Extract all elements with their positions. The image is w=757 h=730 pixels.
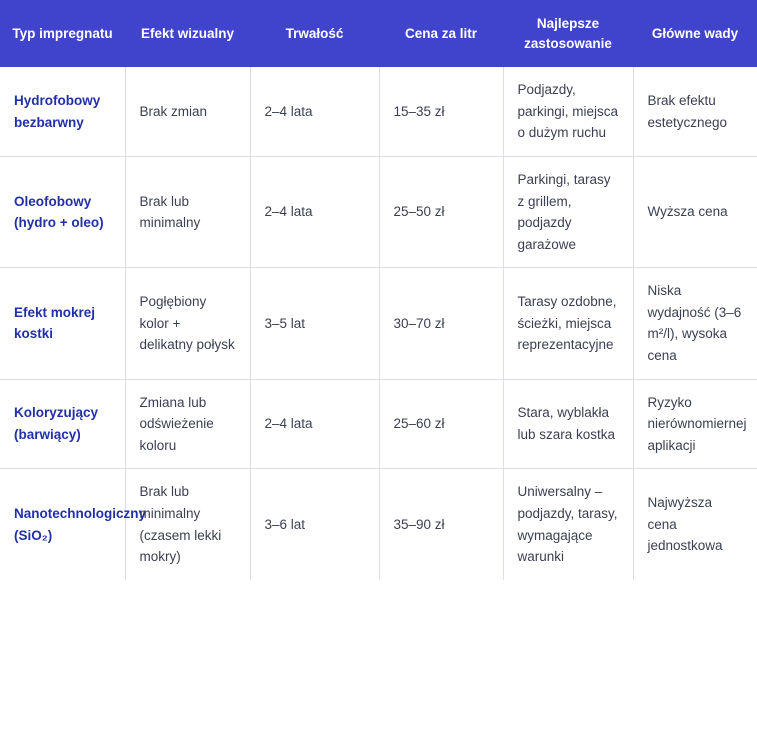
cell-trwalosc: 2–4 lata bbox=[250, 379, 379, 469]
column-header-trwalosc: Trwałość bbox=[250, 0, 379, 67]
cell-cena: 15–35 zł bbox=[379, 67, 503, 156]
table-body bbox=[0, 67, 757, 580]
cell-wady: Niska wydajność (3–6 m²/l), wysoka cena bbox=[633, 268, 757, 379]
cell-cena: 25–50 zł bbox=[379, 156, 503, 267]
cell-efekt: Brak lub minimalny bbox=[125, 156, 250, 267]
cell-trwalosc: 2–4 lata bbox=[250, 67, 379, 156]
cell-zastosowanie: Stara, wyblakła lub szara kostka bbox=[503, 379, 633, 469]
cell-typ: Hydrofobowy bezbarwny bbox=[0, 67, 125, 156]
cell-typ: Nanotechnologiczny (SiO₂) bbox=[0, 469, 125, 580]
cell-typ: Oleofobowy (hydro + oleo) bbox=[0, 156, 125, 267]
cell-efekt: Brak zmian bbox=[125, 67, 250, 156]
cell-typ: Koloryzujący (barwiący) bbox=[0, 379, 125, 469]
cell-cena: 35–90 zł bbox=[379, 469, 503, 580]
table-header-row bbox=[0, 0, 757, 67]
table-row bbox=[0, 67, 757, 156]
cell-typ: Efekt mokrej kostki bbox=[0, 268, 125, 379]
cell-zastosowanie: Podjazdy, parkingi, miejsca o dużym ruchu bbox=[503, 67, 633, 156]
column-header-zastosowanie: Najlepsze zastosowanie bbox=[503, 0, 633, 67]
column-header-wady: Główne wady bbox=[633, 0, 757, 67]
cell-efekt: Pogłębiony kolor + delikatny połysk bbox=[125, 268, 250, 379]
table-row bbox=[0, 379, 757, 469]
cell-zastosowanie: Uniwersalny – podjazdy, tarasy, wymagające warunki bbox=[503, 469, 633, 580]
column-header-typ: Typ impregnatu bbox=[0, 0, 125, 67]
cell-zastosowanie: Tarasy ozdobne, ścieżki, miejsca reprezentacyjne bbox=[503, 268, 633, 379]
table-row bbox=[0, 469, 757, 580]
cell-efekt: Brak lub minimalny (czasem lekki mokry) bbox=[125, 469, 250, 580]
cell-trwalosc: 2–4 lata bbox=[250, 156, 379, 267]
column-header-cena: Cena za litr bbox=[379, 0, 503, 67]
cell-efekt: Zmiana lub odświeżenie koloru bbox=[125, 379, 250, 469]
table-row bbox=[0, 268, 757, 379]
cell-wady: Ryzyko nierównomiernej aplikacji bbox=[633, 379, 757, 469]
cell-wady: Najwyższa cena jednostkowa bbox=[633, 469, 757, 580]
cell-wady: Brak efektu estetycznego bbox=[633, 67, 757, 156]
cell-trwalosc: 3–6 lat bbox=[250, 469, 379, 580]
cell-trwalosc: 3–5 lat bbox=[250, 268, 379, 379]
cell-wady: Wyższa cena bbox=[633, 156, 757, 267]
cell-zastosowanie: Parkingi, tarasy z grillem, podjazdy garażowe bbox=[503, 156, 633, 267]
column-header-efekt: Efekt wizualny bbox=[125, 0, 250, 67]
table-row bbox=[0, 156, 757, 267]
cell-cena: 30–70 zł bbox=[379, 268, 503, 379]
cell-cena: 25–60 zł bbox=[379, 379, 503, 469]
table-header bbox=[0, 0, 757, 67]
